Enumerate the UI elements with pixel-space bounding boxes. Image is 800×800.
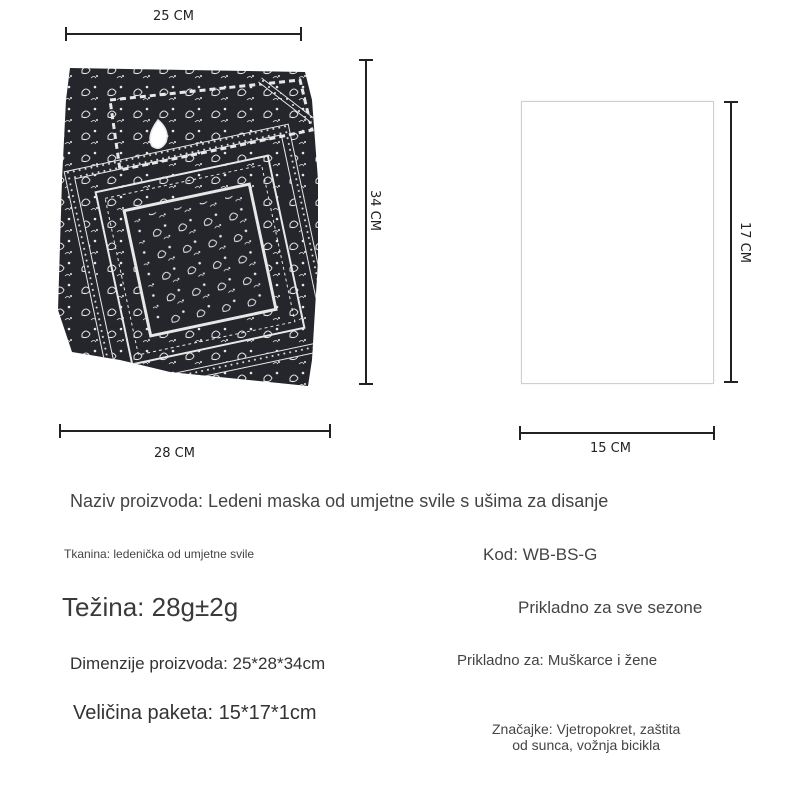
mask-product-image xyxy=(50,60,340,390)
product-dimensions-text: Dimenzije proizvoda: 25*28*34cm xyxy=(70,654,326,673)
package-width-line xyxy=(519,432,715,434)
package-height-tick-top xyxy=(724,101,738,103)
mask-top-width-tick-left xyxy=(65,27,67,41)
mask-height-label: 34 CM xyxy=(367,190,382,231)
package-height-label: 17 CM xyxy=(737,222,752,263)
package-size-text: Veličina paketa: 15*17*1cm xyxy=(73,702,317,724)
features-line-1: Značajke: Vjetropokret, zaštita xyxy=(492,721,681,737)
mask-bottom-width-line xyxy=(59,430,331,432)
mask-height-tick-top xyxy=(359,59,373,61)
fabric-text: Tkanina: ledenička od umjetne svile xyxy=(64,547,255,561)
mask-bottom-width-tick-left xyxy=(59,424,61,438)
season-text: Prikladno za sve sezone xyxy=(518,598,703,617)
package-width-tick-left xyxy=(519,426,521,440)
suitable-for-text: Prikladno za: Muškarce i žene xyxy=(457,652,658,669)
package-width-label: 15 CM xyxy=(590,441,631,456)
mask-top-width-tick-right xyxy=(300,27,302,41)
features-text xyxy=(492,721,680,753)
mask-height-tick-bottom xyxy=(359,383,373,385)
package-image xyxy=(521,101,714,384)
weight-text: Težina: 28g±2g xyxy=(62,592,239,622)
features-line-2: od sunca, vožnja bicikla xyxy=(512,737,661,753)
mask-bottom-width-label: 28 CM xyxy=(154,446,195,461)
code-text: Kod: WB-BS-G xyxy=(483,545,598,564)
package-height-tick-bottom xyxy=(724,381,738,383)
package-height-line xyxy=(730,101,732,383)
product-name-text: Naziv proizvoda: Ledeni maska od umjetne svile s ušima za disanje xyxy=(70,491,609,511)
package-width-tick-right xyxy=(713,426,715,440)
mask-top-width-line xyxy=(65,33,302,35)
mask-bottom-width-tick-right xyxy=(329,424,331,438)
mask-top-width-label: 25 CM xyxy=(153,9,194,24)
